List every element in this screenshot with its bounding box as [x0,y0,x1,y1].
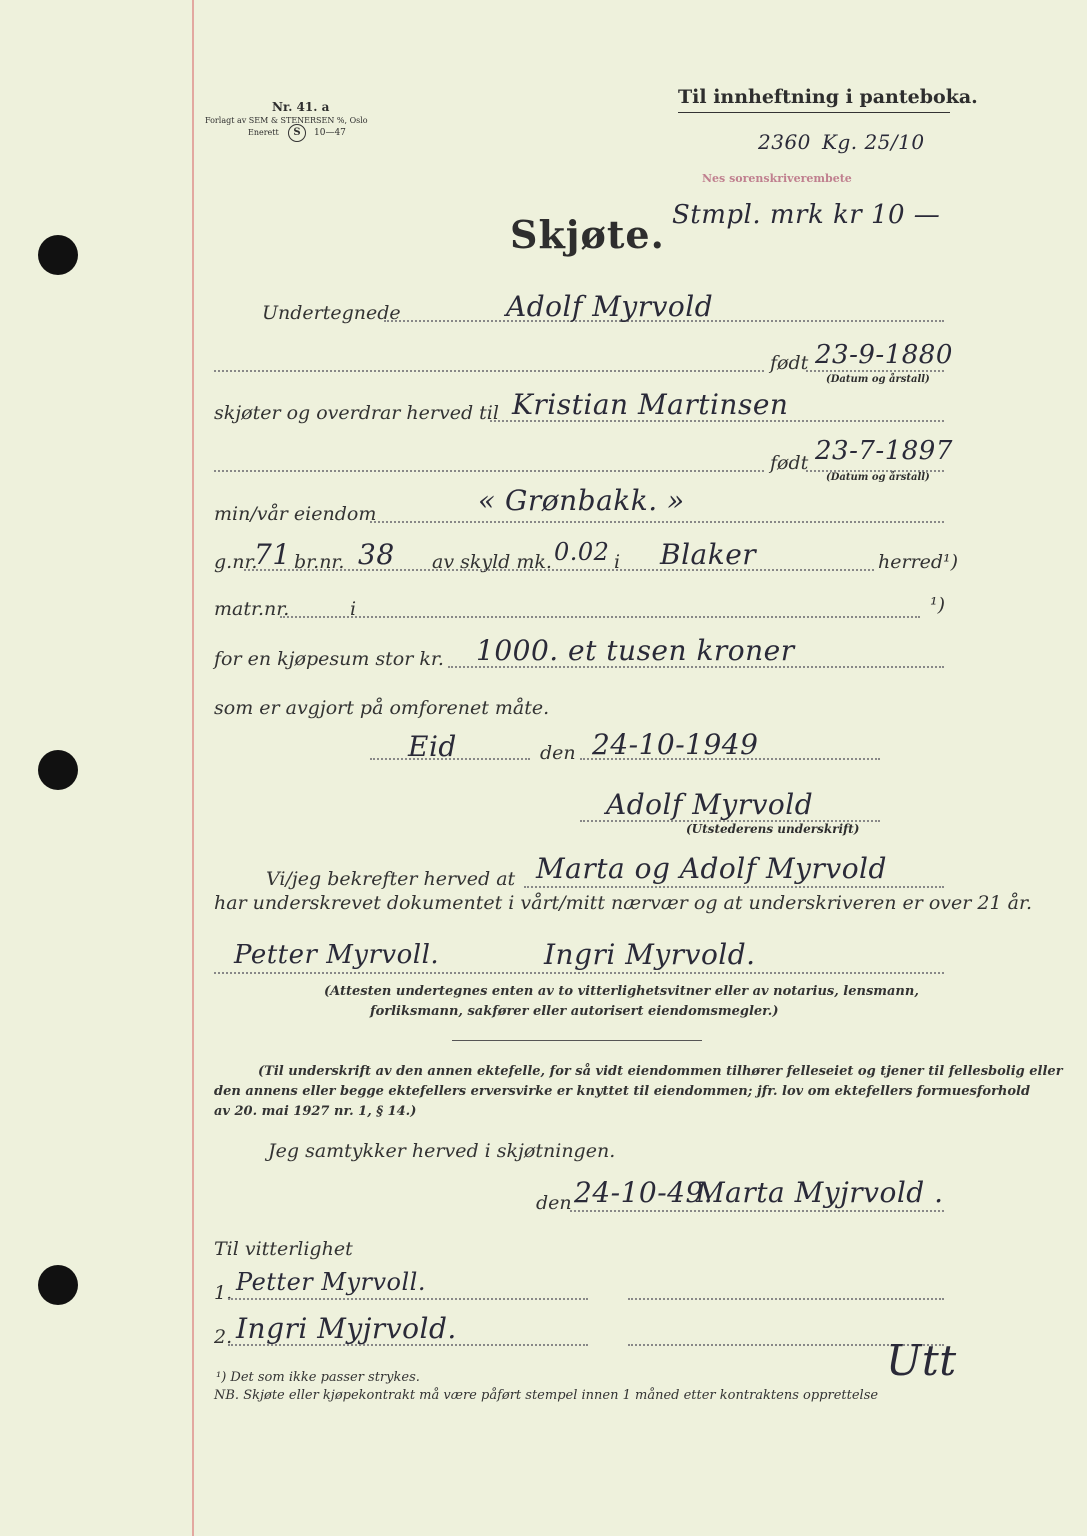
footer-nb: NB. Skjøte eller kjøpekontrakt må være påført stempel innen 1 måned etter kontraktens opprettelse [214,1388,879,1403]
witness-line2: har underskrevet dokumentet i vårt/mitt nærvær og at underskriveren er over 21 år. [214,892,1032,914]
seller-signature: Adolf Myrvold [606,788,814,821]
footnote-mark: ¹) [930,594,946,616]
rights-line: Enerett [248,128,279,137]
fodt-label-2: født [770,452,809,474]
eiendom-label: min/vår eiendom [214,503,377,525]
den-label: den [540,742,576,764]
brnr-label: br.nr. [294,551,345,573]
datum-note-2: (Datum og årstall) [826,472,930,483]
publisher-line: Forlagt av SEM & STENERSEN %, Oslo [205,116,368,125]
divider [452,1040,702,1041]
spouse-note-3: av 20. mai 1927 nr. 1, § 14.) [214,1104,417,1119]
document-title: Skjøte. [510,212,665,257]
dotted-line [214,470,764,472]
witness-names: Marta og Adolf Myrvold [536,852,887,885]
datum-note: (Datum og årstall) [826,374,930,385]
transfer-label: skjøter og overdrar herved til [214,402,499,424]
stamp-number: 2360 [758,130,811,154]
avgjort-text: som er avgjort på omforenet måte. [214,697,550,719]
herred-value: Blaker [660,538,757,571]
witness-note-2: forliksmann, sakfører eller autorisert eiendomsmegler.) [370,1004,779,1019]
vitterlighet-label: Til vitterlighet [214,1238,353,1260]
consent-text: Jeg samtykker herved i skjøtningen. [268,1140,616,1162]
skyld-value: 0.02 [554,538,610,566]
seller-birth: 23-9-1880 [815,340,953,370]
dotted-line [628,1298,944,1300]
i-label: i [614,551,621,573]
kjopesum-value: 1000. et tusen kroner [476,634,795,667]
spouse-date: 24-10-49. [574,1176,714,1209]
spouse-den-label: den [536,1192,572,1214]
signature-note: (Utstederens underskrift) [686,822,860,836]
dotted-line [228,1298,588,1300]
vitterlighet-n2: 2. [214,1326,233,1348]
edition: 10—47 [314,128,346,138]
dotted-line [214,972,944,974]
vitterlighet-w2: Ingri Myjrvold. [236,1312,457,1345]
spouse-signature: Marta Myjrvold . [696,1176,944,1209]
title-annotation: Stmpl. mrk kr 10 — [672,200,941,230]
punch-hole [38,235,78,275]
vitterlighet-n1: 1. [214,1282,233,1304]
date: 24-10-1949 [592,728,759,761]
brnr-value: 38 [358,538,395,571]
dotted-line [570,1210,944,1212]
margin-line [192,0,194,1536]
witness-label: Vi/jeg bekrefter herved at [266,868,516,890]
dotted-line [524,886,944,888]
witness-note-1: (Attesten undertegnes enten av to vitterlighetsvitner eller av notarius, lensmann, [324,984,919,999]
punch-hole [38,1265,78,1305]
publisher-logo-icon: S [288,124,306,142]
footer-footnote: ¹) Det som ikke passer strykes. [216,1370,420,1385]
spouse-note-1: (Til underskrift av den annen ektefelle, for så vidt eiendommen tilhører felleseiet og tjener til fellesbolig eller [258,1064,1063,1079]
dotted-line [228,1344,588,1346]
dotted-line [244,569,874,571]
witness-sig-1: Petter Myrvoll. [234,940,440,970]
dotted-line [214,370,764,372]
form-number: Nr. 41. a [272,100,330,114]
initials: Utt [886,1336,957,1385]
witness-sig-2: Ingri Myrvold. [544,938,756,971]
vitterlighet-w1: Petter Myrvoll. [236,1268,426,1296]
stamp-suffix: Kg. 25/10 [822,130,925,154]
punch-hole [38,750,78,790]
undertegnede-label: Undertegnede [262,302,401,324]
herred-label: herred¹) [878,551,959,573]
dotted-line [370,521,944,523]
header-right-title: Til innheftning i panteboka. [678,86,978,108]
spouse-note-2: den annens eller begge ektefellers erversvirke er knyttet til eiendommen; jfr. lov om ektefellers formuesforhold [214,1084,1031,1099]
gnr-label: g.nr. [214,551,258,573]
fodt-label: født [770,352,809,374]
red-stamp: Nes sorenskriverembete [702,172,852,185]
place: Eid [408,730,457,763]
kjopesum-label: for en kjøpesum stor kr. [214,648,444,670]
matr-label: matr.nr. [214,598,290,620]
buyer-birth: 23-7-1897 [815,436,953,466]
eiendom-value: « Grønbakk. » [478,484,685,517]
header-underline [678,112,950,113]
seller-name: Adolf Myrvold [506,290,714,323]
skyld-label: av skyld mk. [432,551,552,573]
dotted-line [370,758,530,760]
dotted-line [806,370,944,372]
buyer-name: Kristian Martinsen [512,388,789,421]
gnr-value: 71 [254,538,291,571]
matr-i: i [350,598,357,620]
dotted-line [280,616,920,618]
